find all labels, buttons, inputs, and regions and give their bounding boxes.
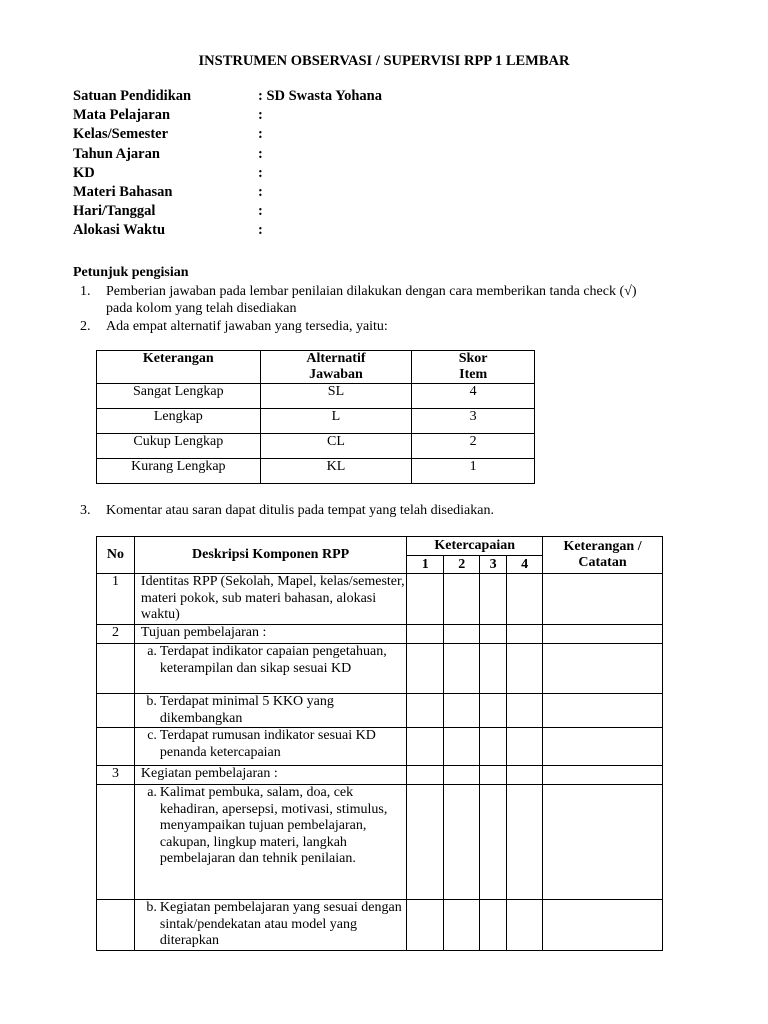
table-row: [97, 434, 535, 459]
table-row: [97, 384, 535, 409]
instruction-number: 1.: [80, 284, 91, 299]
table-cell: KL: [260, 459, 412, 484]
item-letter: b.: [146, 900, 157, 915]
identity-value: :: [258, 164, 263, 181]
identity-row: [73, 221, 263, 240]
page-title: INSTRUMEN OBSERVASI / SUPERVISI RPP 1 LEMBAR: [198, 53, 570, 69]
table-row: [97, 900, 663, 951]
identity-row: [73, 164, 263, 183]
instruction-text: Komentar atau saran dapat ditulis pada tempat yang telah disediakan.: [106, 503, 494, 518]
identity-label: Kelas/Semester: [73, 126, 169, 143]
score-cell[interactable]: [444, 766, 480, 785]
table-cell: SL: [260, 384, 412, 409]
score-cell[interactable]: [444, 574, 480, 625]
score-cell[interactable]: [407, 625, 444, 644]
row-description: [134, 785, 406, 900]
score-cell[interactable]: [480, 574, 507, 625]
table-row: [97, 644, 663, 694]
row-number: 2: [97, 625, 135, 644]
table-cell: Sangat Lengkap: [97, 384, 261, 409]
score-header: 4: [507, 556, 543, 574]
column-header-no: No: [97, 537, 135, 574]
notes-cell[interactable]: [543, 625, 663, 644]
score-cell[interactable]: [407, 574, 444, 625]
item-letter: c.: [147, 728, 157, 743]
row-number: [97, 728, 135, 766]
column-header: Keterangan: [97, 351, 261, 384]
table-row: [97, 766, 663, 785]
column-header-notes-text: Keterangan / Catatan: [563, 539, 642, 570]
score-cell[interactable]: [444, 694, 480, 728]
score-cell[interactable]: [480, 785, 507, 900]
column-header: [412, 351, 535, 384]
score-cell[interactable]: [407, 785, 444, 900]
table-header-row: [97, 351, 535, 384]
row-number: 1: [97, 574, 135, 625]
identity-value: :: [258, 126, 263, 143]
notes-cell[interactable]: [543, 694, 663, 728]
table-cell: Kurang Lengkap: [97, 459, 261, 484]
identity-value: :: [258, 222, 263, 239]
score-cell[interactable]: [480, 766, 507, 785]
row-description: Kegiatan pembelajaran :: [134, 766, 406, 785]
score-cell[interactable]: [507, 694, 543, 728]
score-cell[interactable]: [407, 644, 444, 694]
score-cell[interactable]: [407, 694, 444, 728]
score-cell[interactable]: [444, 644, 480, 694]
identity-label: KD: [73, 164, 95, 181]
row-description: [134, 728, 406, 766]
notes-cell[interactable]: [543, 728, 663, 766]
score-cell[interactable]: [444, 625, 480, 644]
identity-value: :: [258, 107, 263, 124]
identity-row: [73, 87, 382, 106]
identity-label: Alokasi Waktu: [73, 222, 166, 239]
identity-label: Hari/Tanggal: [73, 203, 156, 220]
notes-cell[interactable]: [543, 900, 663, 951]
score-cell[interactable]: [507, 644, 543, 694]
identity-row: [73, 125, 263, 144]
identity-value: : SD Swasta Yohana: [258, 88, 382, 104]
answer-scale-table: [96, 350, 535, 484]
instruction-text: Ada empat alternatif jawaban yang tersedia, yaitu:: [106, 319, 388, 334]
score-cell[interactable]: [480, 625, 507, 644]
table-cell: 1: [412, 459, 535, 484]
table-cell: 3: [412, 409, 535, 434]
column-header-text: Alternatif Jawaban: [306, 351, 366, 382]
identity-label: Tahun Ajaran: [73, 145, 160, 162]
row-description: Tujuan pembelajaran :: [134, 625, 406, 644]
row-description: [134, 644, 406, 694]
score-cell[interactable]: [507, 766, 543, 785]
notes-cell[interactable]: [543, 766, 663, 785]
score-cell[interactable]: [444, 785, 480, 900]
score-header: 2: [444, 556, 480, 574]
identity-value: :: [258, 145, 263, 162]
identity-value: :: [258, 183, 263, 200]
identity-row: [73, 145, 263, 164]
score-cell[interactable]: [444, 728, 480, 766]
score-cell[interactable]: [407, 900, 444, 951]
table-row: [97, 459, 535, 484]
notes-cell[interactable]: [543, 574, 663, 625]
column-header-notes: [543, 537, 663, 574]
row-number: [97, 644, 135, 694]
row-description: Identitas RPP (Sekolah, Mapel, kelas/semester, materi pokok, sub materi bahasan, alokasi waktu): [134, 574, 406, 625]
table-row: [97, 574, 663, 625]
table-cell: 2: [412, 434, 535, 459]
instructions-heading: Petunjuk pengisian: [73, 265, 189, 280]
table-cell: Lengkap: [97, 409, 261, 434]
identity-block: [73, 87, 382, 241]
table-cell: 4: [412, 384, 535, 409]
item-letter: a.: [147, 785, 157, 800]
score-cell[interactable]: [507, 900, 543, 951]
table-cell: L: [260, 409, 412, 434]
item-text: Kalimat pembuka, salam, doa, cek kehadiran, apersepsi, motivasi, stimulus, menyampaikan tujuan pembelajaran, cakupan, lingkup materi, langkah pembelajaran dan tehnik penilaian.: [159, 785, 388, 866]
column-header-achievement: Ketercapaian: [407, 537, 543, 556]
identity-value: :: [258, 203, 263, 220]
row-number: [97, 694, 135, 728]
table-row: [97, 625, 663, 644]
instruction-text-continued: pada kolom yang telah disediakan: [106, 301, 297, 316]
identity-row: [73, 202, 263, 221]
item-letter: b.: [146, 694, 157, 709]
notes-cell[interactable]: [543, 644, 663, 694]
column-header-description: Deskripsi Komponen RPP: [134, 537, 406, 574]
item-text: Terdapat minimal 5 KKO yang dikembangkan: [159, 694, 334, 726]
score-cell[interactable]: [507, 785, 543, 900]
instruction-number: 3.: [80, 503, 91, 518]
table-cell: CL: [260, 434, 412, 459]
table-cell: Cukup Lengkap: [97, 434, 261, 459]
identity-label: Satuan Pendidikan: [73, 88, 192, 104]
score-cell[interactable]: [480, 644, 507, 694]
score-cell[interactable]: [407, 728, 444, 766]
score-cell[interactable]: [444, 900, 480, 951]
notes-cell[interactable]: [543, 785, 663, 900]
score-cell[interactable]: [507, 625, 543, 644]
identity-label: Materi Bahasan: [73, 183, 173, 200]
item-text: Kegiatan pembelajaran yang sesuai dengan sintak/pendekatan atau model yang diterapkan: [159, 900, 402, 948]
table-row: [97, 409, 535, 434]
score-header: 3: [480, 556, 507, 574]
instruction-number: 2.: [80, 319, 91, 334]
score-cell[interactable]: [480, 728, 507, 766]
column-header: [260, 351, 412, 384]
identity-row: [73, 106, 263, 125]
table-row: [97, 728, 663, 766]
table-row: [97, 694, 663, 728]
item-letter: a.: [147, 644, 157, 659]
table-row: [97, 785, 663, 900]
identity-row: [73, 183, 263, 202]
identity-label: Mata Pelajaran: [73, 107, 171, 124]
row-description: [134, 900, 406, 951]
row-description: [134, 694, 406, 728]
instruction-text: Pemberian jawaban pada lembar penilaian dilakukan dengan cara memberikan tanda check (√): [106, 284, 637, 299]
score-cell[interactable]: [480, 900, 507, 951]
row-number: 3: [97, 766, 135, 785]
table-header-row: [97, 537, 663, 556]
column-header-text: Skor Item: [458, 351, 488, 382]
score-cell[interactable]: [407, 766, 444, 785]
row-number: [97, 785, 135, 900]
item-text: Terdapat indikator capaian pengetahuan, keterampilan dan sikap sesuai KD: [159, 644, 387, 676]
score-cell[interactable]: [480, 694, 507, 728]
score-header: 1: [407, 556, 444, 574]
item-text: Terdapat rumusan indikator sesuai KD penanda ketercapaian: [159, 728, 376, 760]
row-number: [97, 900, 135, 951]
rpp-observation-table: [96, 536, 663, 951]
score-cell[interactable]: [507, 574, 543, 625]
score-cell[interactable]: [507, 728, 543, 766]
